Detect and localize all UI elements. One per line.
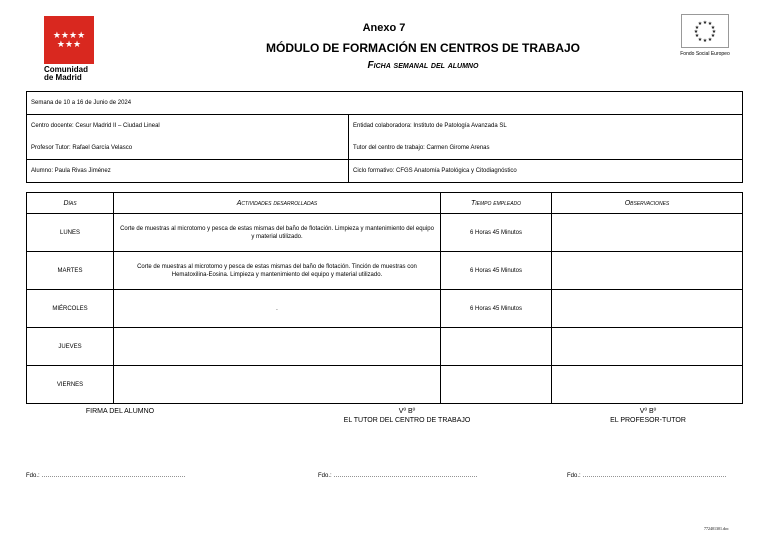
fdo-tutor-centro-line: Fdo.: ……………………………………………………………… [318,473,478,479]
observaciones-cell [552,290,743,328]
actividad-cell [114,366,441,404]
actividad-cell: Corte de muestras al microtomo y pesca de estas mismas del baño de flotación. Tinción de muestras con Hematoxilina-Eosina. Limpieza y mantenimiento del equipo y material utilizado. [114,252,441,290]
tutor-centro-signature [322,407,492,425]
eu-stars-icon [682,15,728,47]
entidad-cell: Entidad colaboradora: Instituto de Patología Avanzada SL [349,115,743,138]
dia-cell: VIERNES [27,366,114,404]
document-title: MÓDULO DE FORMACIÓN EN CENTROS DE TRABAJO [265,41,580,55]
ciclo-cell: Ciclo formativo: CFGS Anatomía Patológica y Citodiagnóstico [349,160,743,183]
header-actividades: Actividades desarrolladas [114,193,441,214]
centro-docente-cell: Centro docente: Cesur Madrid II – Ciudad Lineal [27,115,349,138]
header-dias: Días [27,193,114,214]
table-header-row [27,193,743,214]
firma-alumno-label: FIRMA DEL ALUMNO [85,408,155,415]
eu-flag-icon [681,14,729,48]
alumno-cell: Alumno: Paula Rivas Jiménez [27,160,349,183]
logo-right-text: Fondo Social Europeo [680,51,730,57]
document-subtitle: Ficha semanal del alumno [367,60,479,71]
actividad-cell: Corte de muestras al microtomo y pesca de estas mismas del baño de flotación. Limpieza y mantenimiento del equipo y material utilizado. [114,214,441,252]
eu-logo [670,14,740,57]
svg-text:★: ★ [702,20,708,26]
profesor-tutor-label: EL PROFESOR-TUTOR [610,417,686,424]
dia-cell: LUNES [27,214,114,252]
anexo-label: Anexo 7 [362,22,406,34]
footer-code: 772401301.doc [704,526,729,531]
logo-left-text: Comunidad de Madrid [44,65,88,82]
svg-text:★: ★ [710,25,716,31]
actividad-cell: . [114,290,441,328]
actividad-cell [114,328,441,366]
svg-text:★: ★ [697,21,703,27]
profesor-tutor-cell: Profesor Tutor: Rafael García Velasco [27,137,349,160]
svg-text:★: ★ [694,33,700,39]
header-tiempo: Tiempo empleado [441,193,552,214]
semana-cell: Semana de 10 a 16 de Junio de 2024 [27,92,743,115]
header-observaciones: Observaciones [552,193,743,214]
tiempo-cell: 6 Horas 45 Minutos [441,214,552,252]
svg-text:★: ★ [707,21,713,27]
svg-text:★: ★ [710,33,716,39]
info-table [26,91,743,183]
observaciones-cell [552,252,743,290]
tutor-centro-cell: Tutor del centro de trabajo: Carmen Girome Arenas [349,137,743,160]
svg-text:★: ★ [697,37,703,43]
activities-table [26,192,743,404]
svg-text:★: ★ [707,37,713,43]
observaciones-cell [552,214,743,252]
fdo-profesor-tutor-line: Fdo.: ……………………………………………………………… [567,473,727,479]
table-row [27,214,743,252]
table-row [27,252,743,290]
svg-text:★: ★ [693,29,699,35]
observaciones-cell [552,366,743,404]
tiempo-cell [441,328,552,366]
tiempo-cell: 6 Horas 45 Minutos [441,290,552,328]
vobo-label: Vº Bº [639,408,657,415]
madrid-stars: ★★★★ ★★★ [52,30,86,49]
tutor-centro-label: EL TUTOR DEL CENTRO DE TRABAJO [343,417,471,424]
tiempo-cell: 6 Horas 45 Minutos [441,252,552,290]
dia-cell: MARTES [27,252,114,290]
table-row [27,290,743,328]
table-row [27,366,743,404]
svg-text:★: ★ [702,38,708,44]
svg-text:★: ★ [694,25,700,31]
fdo-alumno-line: Fdo.: ……………………………………………………………… [26,473,186,479]
table-row [27,328,743,366]
vobo-label: Vº Bº [398,408,416,415]
svg-text:★: ★ [711,29,717,35]
dia-cell: MIÉRCOLES [27,290,114,328]
profesor-tutor-signature [588,407,708,425]
observaciones-cell [552,328,743,366]
tiempo-cell [441,366,552,404]
dia-cell: JUEVES [27,328,114,366]
